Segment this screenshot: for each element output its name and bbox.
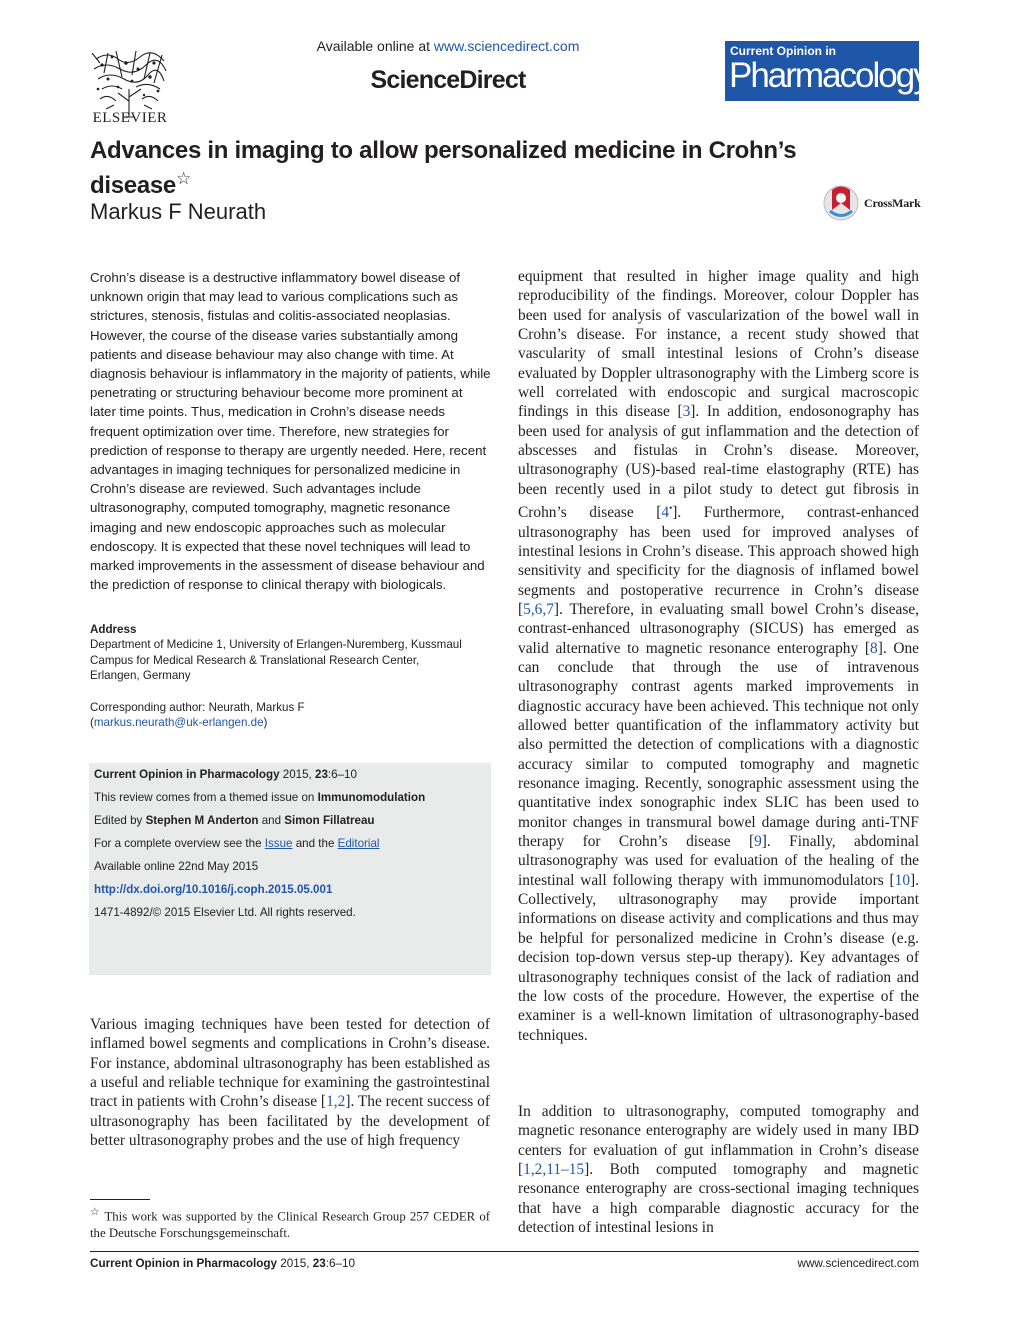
body-paragraph-ct-mri xyxy=(518,1102,919,1237)
available-online-label: Available online at xyxy=(316,38,434,54)
body-text: ]. The recent success of ultrasonography has been facilitated by the development of better ultrasonography probes and the use of high frequency xyxy=(90,1093,490,1150)
info-overview-and: and the xyxy=(292,837,338,850)
ref-link-1-2[interactable]: 1,2 xyxy=(326,1093,346,1111)
footer-year: 2015, xyxy=(277,1257,313,1270)
journal-logo-top: Current Opinion in xyxy=(730,44,836,58)
crossmark-icon xyxy=(822,184,860,222)
footer-citation xyxy=(90,1257,355,1270)
ref-link-8[interactable]: 8 xyxy=(870,639,878,657)
article-author: Markus F Neurath xyxy=(90,199,267,224)
body-text: In addition to ultrasonography, computed tomography and magnetic resonance enterography are widely used in many IBD centers for evaluation of gut inflammation in Crohn’s disease [ xyxy=(518,1103,919,1179)
info-overview-prefix: For a complete overview see the xyxy=(94,837,265,850)
body-paragraph-ultrasonography xyxy=(518,267,919,1045)
article-title-text: Advances in imaging to allow personalized medicine in Crohn’s disease xyxy=(90,137,797,199)
footer-url[interactable]: www.sciencedirect.com xyxy=(797,1257,919,1270)
info-editor-2: Simon Fillatreau xyxy=(284,814,375,827)
crossmark-badge[interactable] xyxy=(822,184,922,222)
info-journal: Current Opinion in Pharmacology xyxy=(94,768,280,781)
ref-4-bullet-mark: • xyxy=(669,503,673,514)
info-edited-prefix: Edited by xyxy=(94,814,146,827)
email-close-paren: ) xyxy=(263,716,268,730)
email-open-paren: ( xyxy=(90,716,94,730)
body-text: ]. Both computed tomography and magnetic resonance enterography are cross-sectional imaging techniques that have a high comparable diagnostic accuracy for the detection of intestinal lesions in xyxy=(518,1161,919,1237)
address-line-3: Erlangen, Germany xyxy=(90,669,191,683)
footer-pages: :6–10 xyxy=(325,1257,356,1270)
funding-footnote xyxy=(90,1204,490,1242)
ref-link-1-2-11-15[interactable]: 1,2,11–15 xyxy=(523,1161,585,1179)
ref-link-3[interactable]: 3 xyxy=(682,403,691,421)
info-theme xyxy=(94,791,425,804)
doi-link-text[interactable]: http://dx.doi.org/10.1016/j.coph.2015.05.001 xyxy=(94,883,333,896)
abstract xyxy=(90,268,492,594)
corresponding-author-block xyxy=(90,700,492,731)
article-title xyxy=(90,137,810,200)
title-footnote-star-icon[interactable]: ☆ xyxy=(175,169,191,188)
info-editors-and: and xyxy=(258,814,285,827)
editorial-link[interactable]: Editorial xyxy=(337,837,380,850)
info-overview xyxy=(94,837,380,850)
footer-divider xyxy=(90,1251,919,1252)
body-text: ]. One can conclude that through the use of intravenous ultrasonography contrast agents marked improvements in diagnostic accuracy have been achieved. This technique not only allowed better quantification of the inflammatory activity but also permitted the detection of complications with a diagnostic accuracy similar to computed tomography and magnetic resonance imaging. Recently, sonographic assessment using the quantitative index sonographic index SLIC has been used to monitor changes in transmural bowel damage during anti-TNF therapy for Crohn’s disease [ xyxy=(518,639,919,851)
sciencedirect-link[interactable]: www.sciencedirect.com xyxy=(433,38,580,54)
footnote-text: This work was supported by the Clinical Research Group 257 CEDER of the Deutsche Forschungsgemeinschaft. xyxy=(90,1209,491,1241)
footer-journal: Current Opinion in Pharmacology xyxy=(90,1257,278,1270)
ref-link-4[interactable]: 4 xyxy=(661,504,670,522)
body-paragraph-intro xyxy=(90,1015,490,1150)
corresponding-author-label: Corresponding author: Neurath, Markus F xyxy=(90,701,305,714)
article-info-box xyxy=(89,763,491,975)
address-heading: Address xyxy=(90,623,137,636)
corresponding-email-link[interactable]: markus.neurath@uk-erlangen.de xyxy=(93,716,264,730)
address-block xyxy=(90,622,492,684)
info-year: 2015, xyxy=(279,768,315,781)
body-column-right-bottom xyxy=(518,1102,919,1237)
footnote-star-icon: ☆ xyxy=(90,1207,101,1218)
address-line-2: Campus for Medical Research & Translational Research Center, xyxy=(90,653,420,667)
corresponding-email-line xyxy=(90,715,492,730)
info-theme-name: Immunomodulation xyxy=(317,791,426,804)
footnote-divider xyxy=(90,1199,150,1200)
ref-link-9[interactable]: 9 xyxy=(754,833,762,851)
info-pages: :6–10 xyxy=(327,768,357,781)
info-citation xyxy=(94,768,357,781)
info-editor-1: Stephen M Anderton xyxy=(145,814,259,827)
info-volume: 23 xyxy=(315,768,328,781)
doi-link[interactable] xyxy=(94,883,332,896)
ref-link-10[interactable]: 10 xyxy=(894,871,911,889)
info-editors xyxy=(94,814,375,827)
info-copyright: 1471-4892/© 2015 Elsevier Ltd. All rights reserved. xyxy=(94,906,356,919)
info-available-date: Available online 22nd May 2015 xyxy=(94,860,259,873)
crossmark-label: CrossMark xyxy=(864,196,921,210)
ref-link-5-6-7[interactable]: 5,6,7 xyxy=(523,600,554,618)
body-text: ]. Finally, abdominal ultrasonography was used for evaluation of the healing of the intestinal wall following therapy with immunomodulators [ xyxy=(518,833,920,889)
body-text: equipment that resulted in higher image quality and high reproducibility of the findings. Moreover, colour Doppler has been used for analysis of vascularization of the bowel wall in Crohn’s disease. For instance, a recent study showed that vascularity of small intestinal lesions of Crohn’s disease evaluated by Doppler ultrasonography with the Limberg score is well correlated with endoscopic and surgical macroscopic findings in this disease [ xyxy=(518,268,919,421)
body-column-left xyxy=(90,1015,490,1150)
body-text: ]. Furthermore, contrast-enhanced ultrasonography has been used for improved analyses of intestinal lesions in Crohn’s disease. This approach showed high sensitivity and specificity for the diagnosis of inflamed bowel segments and postoperative recurrence in Crohn’s disease [ xyxy=(518,504,919,618)
body-text: ]. Collectively, ultrasonography may provide important informations on disease activity and complications and thus may be helpful for personalized medicine in Crohn’s disease (e.g. decision top-down versus step-up therapy). Key advantages of ultrasonography techniques consist of the lack of radiation and the low costs of the procedure. However, the expertise of the examiner is a well-known limitation of ultrasonography-based techniques. xyxy=(518,871,919,1044)
address-line-1: Department of Medicine 1, University of Erlangen-Nuremberg, Kussmaul xyxy=(90,638,462,652)
body-text: ]. In addition, endosonography has been used for analysis of gut inflammation and the detection of abscesses and fistulas in Crohn’s disease. Moreover, ultrasonography (US)-based real-time elastography (RTE) has been recently used in a pilot study to detect gut fibrosis in Crohn’s disease [ xyxy=(518,403,919,522)
elsevier-wordmark: ELSEVIER xyxy=(92,110,168,126)
footer-volume: 23 xyxy=(312,1257,326,1270)
available-online-line xyxy=(300,38,596,54)
sciencedirect-brand: ScienceDirect xyxy=(370,66,526,94)
info-theme-prefix: This review comes from a themed issue on xyxy=(94,791,318,804)
issue-link[interactable]: Issue xyxy=(264,837,293,850)
body-text: Various imaging techniques have been tested for detection of inflamed bowel segments and complications in Crohn’s disease. For instance, abdominal ultrasonography has been established as a useful and reliable technique for examining the gastrointestinal tract in patients with Crohn’s disease [ xyxy=(90,1016,490,1111)
abstract-text: Crohn’s disease is a destructive inflammatory bowel disease of unknown origin that may lead to various complications such as strictures, stenosis, fistulas and colitis-associated neoplasias. However, the course of the disease varies substantially among patients and disease behaviour may also change with time. At diagnosis behaviour is inflammatory in the majority of patients, while penetrating or structuring behaviour become more prominent at later time points. Thus, medication in Crohn’s disease needs frequent optimization over time. Therefore, new strategies for prediction of response to therapy are urgently needed. Here, recent advantages in imaging techniques for personalized medicine in Crohn’s disease are reviewed. Such advantages include ultrasonography, computed tomography, magnetic resonance imaging and new endoscopic approaches such as molecular endoscopy. It is expected that these novel techniques will lead to marked improvements in the assessment of disease behaviour and the prediction of response to clinical therapy with biologicals. xyxy=(90,270,491,593)
journal-logo-name: Pharmacology xyxy=(729,56,929,95)
body-text: ]. Therefore, in evaluating small bowel Crohn’s disease, contrast-enhanced ultrasonography (SICUS) has emerged as valid alternative to magnetic resonance enterography [ xyxy=(518,600,919,657)
body-column-right-top xyxy=(518,267,919,1045)
journal-logo-box xyxy=(725,41,929,101)
